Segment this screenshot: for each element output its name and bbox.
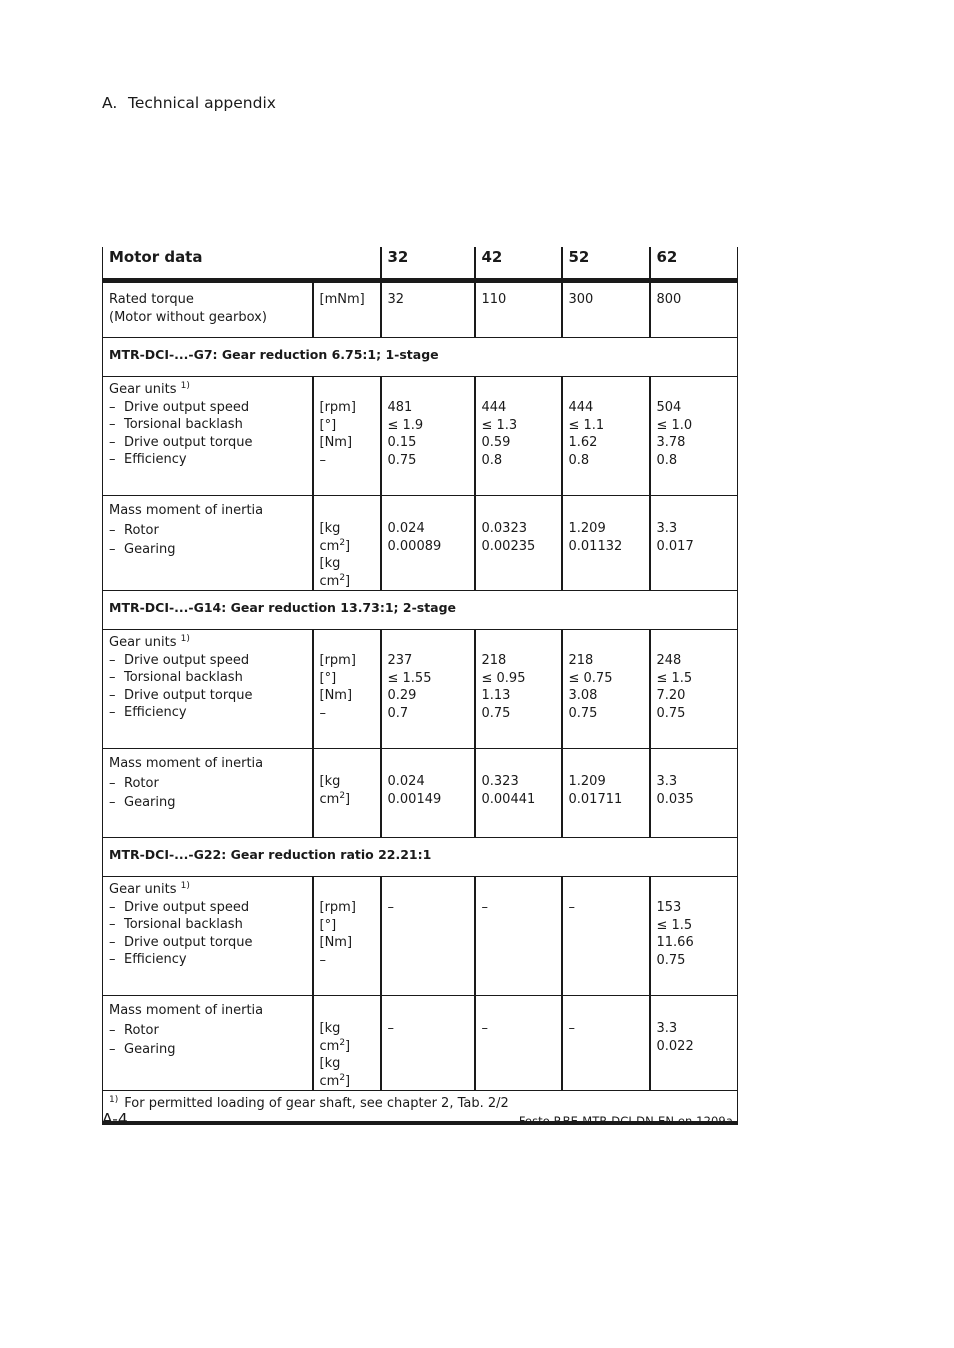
gear-value: ≤ 1.55 (387, 670, 432, 686)
mass-value: 0.00235 (481, 538, 536, 554)
gear-units-title (109, 381, 306, 399)
page-header (102, 94, 276, 112)
mass-values-cell (650, 496, 738, 591)
gear-units-label (103, 630, 313, 749)
gear-values-cell (562, 877, 650, 996)
mass-inertia-row (103, 749, 738, 838)
header-size: 42 (475, 247, 562, 281)
mass-inertia-title: Mass moment of inertia (109, 1003, 264, 1018)
section-title: MTR-DCI-...-G22: Gear reduction ratio 22.21:1 (103, 838, 738, 877)
motor-data-table (102, 247, 738, 1125)
mass-inertia-row (103, 996, 738, 1091)
gear-units-item (109, 451, 306, 469)
gear-unit: [rpm] (319, 653, 356, 668)
mass-inertia-row (103, 496, 738, 591)
gear-units-item (109, 704, 306, 722)
mass-unit-close: ] (345, 791, 351, 807)
gear-units-item-label: Efficiency (124, 705, 187, 720)
gear-units-item (109, 934, 306, 952)
gear-value: 0.75 (568, 705, 598, 721)
mass-inertia-item-label: Rotor (124, 522, 159, 538)
mass-inertia-label (103, 496, 313, 591)
page-number: A-4 (102, 1110, 128, 1128)
mass-values-cell (562, 749, 650, 838)
rated-torque-label (103, 281, 313, 338)
mass-values-cell (650, 749, 738, 838)
mass-inertia-item (109, 794, 306, 812)
gear-value: 3.78 (656, 435, 686, 450)
gear-units-label (103, 377, 313, 496)
rated-torque-title: Rated torque (109, 292, 194, 307)
gear-unit: [°] (319, 917, 337, 933)
gear-units-item (109, 916, 306, 934)
header-size: 52 (562, 247, 650, 281)
gear-values-cell (562, 377, 650, 496)
dash-bullet: – (109, 452, 116, 467)
gear-unit: – (319, 452, 326, 468)
rated-torque-value: 32 (381, 281, 475, 338)
gear-value: 153 (656, 900, 682, 915)
section-title: MTR-DCI-...-G7: Gear reduction 6.75:1; 1-stage (103, 338, 738, 377)
gear-units-item (109, 669, 306, 687)
mass-inertia-item (109, 775, 306, 793)
mass-unit-cell (313, 749, 381, 838)
mass-value: – (387, 1021, 394, 1036)
gear-value: 1.13 (481, 688, 511, 703)
gear-values-cell (381, 877, 475, 996)
gear-value: – (387, 900, 394, 915)
dash-bullet: – (109, 934, 116, 950)
gear-value: 0.7 (387, 705, 409, 721)
gear-values-cell (475, 377, 562, 496)
header-blank (313, 247, 381, 281)
mass-values-cell (475, 496, 562, 591)
mass-values-cell (381, 749, 475, 838)
gear-value: 481 (387, 400, 413, 415)
table-body (103, 247, 738, 1123)
dash-bullet: – (109, 687, 116, 703)
gear-value: 0.59 (481, 435, 511, 450)
mass-unit (320, 520, 374, 555)
rated-torque-value: 300 (562, 281, 650, 338)
gear-value: 237 (387, 653, 413, 668)
gear-value: ≤ 1.0 (656, 417, 693, 433)
gear-values-cell (650, 377, 738, 496)
mass-unit-exponent: 2 (339, 1072, 346, 1083)
gear-units-label (103, 877, 313, 996)
dash-bullet: – (109, 775, 116, 791)
gear-values-cell (650, 877, 738, 996)
gear-value: – (481, 900, 488, 915)
gear-value: 3.08 (568, 688, 598, 703)
gear-units-item-label: Drive output speed (124, 899, 250, 915)
gear-units-item (109, 899, 306, 917)
gear-units-item-label: Torsional backlash (124, 670, 243, 685)
gear-units-item-label: Drive output torque (124, 434, 253, 450)
mass-inertia-label (103, 996, 313, 1091)
dash-bullet: – (109, 899, 116, 915)
gear-units-unit-cell (313, 377, 381, 496)
gear-value: ≤ 1.3 (481, 417, 518, 433)
gear-value: 0.8 (481, 452, 503, 468)
dash-bullet: – (109, 670, 116, 685)
gear-units-item-label: Torsional backlash (124, 917, 243, 932)
mass-inertia-item (109, 1041, 306, 1059)
gear-units-title (109, 634, 306, 652)
mass-value: 0.024 (387, 774, 425, 789)
gear-values-cell (381, 630, 475, 749)
gear-value: 0.75 (656, 952, 686, 968)
dash-bullet: – (109, 417, 116, 432)
gear-units-title-text: Gear units (109, 382, 181, 397)
header-size: 62 (650, 247, 738, 281)
mass-value: 0.035 (656, 791, 694, 807)
mass-value: 0.01132 (568, 538, 623, 554)
dash-bullet: – (109, 795, 116, 810)
gear-value: – (568, 900, 575, 915)
mass-value: 3.3 (656, 774, 678, 789)
dash-bullet: – (109, 917, 116, 932)
mass-value: – (568, 1021, 575, 1036)
gear-value: 0.75 (656, 705, 686, 721)
mass-unit-text: [kg cm (319, 774, 341, 807)
dash-bullet: – (109, 434, 116, 450)
gear-value: ≤ 1.5 (656, 917, 693, 933)
section-number: A. (102, 94, 118, 112)
mass-unit-exponent: 2 (339, 1037, 346, 1048)
dash-bullet: – (109, 399, 116, 415)
gear-units-item-label: Drive output speed (124, 652, 250, 668)
mass-values-cell (562, 996, 650, 1091)
gear-units-title-text: Gear units (109, 882, 181, 897)
gear-unit: [Nm] (319, 935, 353, 950)
gear-value: 7.20 (656, 688, 686, 703)
dash-bullet: – (109, 1042, 116, 1057)
footnote-text: For permitted loading of gear shaft, see chapter 2, Tab. 2/2 (124, 1096, 509, 1111)
section-title: MTR-DCI-...-G14: Gear reduction 13.73:1; 2-stage (103, 591, 738, 630)
gear-units-unit-cell (313, 877, 381, 996)
gear-value: 504 (656, 400, 682, 415)
mass-values-cell (381, 496, 475, 591)
mass-inertia-item (109, 541, 306, 559)
gear-value: 0.75 (481, 705, 511, 721)
mass-unit-text: [kg cm (319, 521, 341, 554)
gear-unit: [rpm] (319, 400, 356, 415)
section-title: Technical appendix (128, 94, 276, 112)
mass-unit-cell (313, 996, 381, 1091)
gear-value: 1.62 (568, 435, 598, 450)
gear-values-cell (475, 877, 562, 996)
mass-unit (320, 555, 374, 590)
gear-value: 0.8 (656, 452, 678, 468)
mass-inertia-item-label: Gearing (124, 542, 176, 557)
gear-units-row (103, 377, 738, 496)
gear-values-cell (562, 630, 650, 749)
header-size: 32 (381, 247, 475, 281)
mass-unit-text: [kg cm (319, 1021, 341, 1054)
mass-unit (320, 1055, 374, 1090)
dash-bullet: – (109, 952, 116, 967)
mass-inertia-label (103, 749, 313, 838)
mass-unit-text: [kg cm (319, 1056, 341, 1089)
gear-values-cell (650, 630, 738, 749)
mass-inertia-item (109, 1022, 306, 1040)
gear-units-item (109, 399, 306, 417)
gear-unit: – (319, 952, 326, 968)
mass-inertia-title: Mass moment of inertia (109, 756, 264, 771)
mass-value: 0.00149 (387, 791, 442, 807)
mass-unit-close: ] (345, 538, 351, 554)
gear-units-row (103, 630, 738, 749)
gear-units-item (109, 434, 306, 452)
rated-torque-value: 110 (475, 281, 562, 338)
mass-value: 0.022 (656, 1038, 694, 1054)
mass-values-cell (562, 496, 650, 591)
gear-value: 11.66 (656, 935, 694, 950)
gear-value: ≤ 0.95 (481, 670, 526, 686)
mass-unit-close: ] (345, 1038, 351, 1054)
dash-bullet: – (109, 542, 116, 557)
gear-value: 0.29 (387, 688, 417, 703)
gear-values-cell (475, 630, 562, 749)
mass-unit-exponent: 2 (339, 537, 346, 548)
gear-units-item (109, 687, 306, 705)
mass-value: 1.209 (568, 521, 606, 536)
mass-value: 3.3 (656, 521, 678, 536)
gear-unit: – (319, 705, 326, 721)
gear-units-unit-cell (313, 630, 381, 749)
footnote-mark: 1) (109, 1095, 119, 1105)
section-row (103, 338, 738, 377)
gear-unit: [Nm] (319, 688, 353, 703)
gear-unit: [rpm] (319, 900, 356, 915)
section-row (103, 591, 738, 630)
mass-inertia-item-label: Rotor (124, 775, 159, 791)
gear-value: ≤ 1.5 (656, 670, 693, 686)
section-row (103, 838, 738, 877)
mass-value: 0.00441 (481, 791, 536, 807)
mass-unit-exponent: 2 (339, 790, 346, 801)
gear-value: ≤ 1.1 (568, 417, 605, 433)
mass-inertia-item-label: Gearing (124, 795, 176, 810)
mass-inertia-item-label: Rotor (124, 1022, 159, 1038)
dash-bullet: – (109, 652, 116, 668)
gear-value: 0.8 (568, 452, 590, 468)
mass-value: 0.017 (656, 538, 694, 554)
gear-values-cell (381, 377, 475, 496)
mass-value: 0.01711 (568, 791, 623, 807)
gear-value: 0.15 (387, 435, 417, 450)
mass-inertia-item (109, 522, 306, 540)
footnote-marker: 1) (180, 634, 190, 644)
mass-value: – (481, 1021, 488, 1036)
header-motor-data: Motor data (103, 247, 313, 281)
document-reference: Festo P.BE-MTR-DCI-DN-EN en 1209a (518, 1114, 733, 1128)
gear-units-item-label: Drive output speed (124, 399, 250, 415)
gear-value: 218 (568, 653, 594, 668)
footnote-marker: 1) (180, 881, 190, 891)
mass-value: 1.209 (568, 774, 606, 789)
mass-values-cell (475, 996, 562, 1091)
gear-value: ≤ 0.75 (568, 670, 613, 686)
gear-units-item-label: Efficiency (124, 452, 187, 467)
mass-unit-cell (313, 496, 381, 591)
gear-units-item-label: Efficiency (124, 952, 187, 967)
mass-value: 0.323 (481, 774, 519, 789)
mass-values-cell (381, 996, 475, 1091)
rated-torque-note: (Motor without gearbox) (109, 309, 267, 325)
mass-unit-close: ] (345, 573, 351, 589)
gear-units-title (109, 881, 306, 899)
mass-value: 3.3 (656, 1021, 678, 1036)
gear-value: 444 (481, 400, 507, 415)
gear-unit: [°] (319, 670, 337, 686)
dash-bullet: – (109, 705, 116, 720)
mass-unit-text: [kg cm (319, 556, 341, 589)
gear-value: 218 (481, 653, 507, 668)
gear-unit: [Nm] (319, 435, 353, 450)
gear-units-row (103, 877, 738, 996)
gear-units-item-label: Drive output torque (124, 934, 253, 950)
mass-unit-exponent: 2 (339, 572, 346, 583)
gear-units-item-label: Drive output torque (124, 687, 253, 703)
footnote-marker: 1) (180, 381, 190, 391)
mass-inertia-item-label: Gearing (124, 1042, 176, 1057)
mass-unit (320, 773, 374, 808)
gear-units-item-label: Torsional backlash (124, 417, 243, 432)
dash-bullet: – (109, 1022, 116, 1038)
gear-unit: [°] (319, 417, 337, 433)
gear-value: ≤ 1.9 (387, 417, 424, 433)
gear-value: 0.75 (387, 452, 417, 468)
rated-torque-unit: [mNm] (313, 281, 381, 338)
gear-units-item (109, 652, 306, 670)
mass-values-cell (475, 749, 562, 838)
mass-unit-close: ] (345, 1073, 351, 1089)
mass-inertia-title: Mass moment of inertia (109, 503, 264, 518)
gear-units-title-text: Gear units (109, 635, 181, 650)
mass-unit (320, 1020, 374, 1055)
mass-values-cell (650, 996, 738, 1091)
gear-value: 248 (656, 653, 682, 668)
gear-value: 444 (568, 400, 594, 415)
mass-value: 0.0323 (481, 521, 527, 536)
dash-bullet: – (109, 522, 116, 538)
rated-torque-row (103, 281, 738, 338)
gear-units-item (109, 951, 306, 969)
mass-value: 0.00089 (387, 538, 442, 554)
table-header-row (103, 247, 738, 281)
mass-value: 0.024 (387, 521, 425, 536)
gear-units-item (109, 416, 306, 434)
rated-torque-value: 800 (650, 281, 738, 338)
